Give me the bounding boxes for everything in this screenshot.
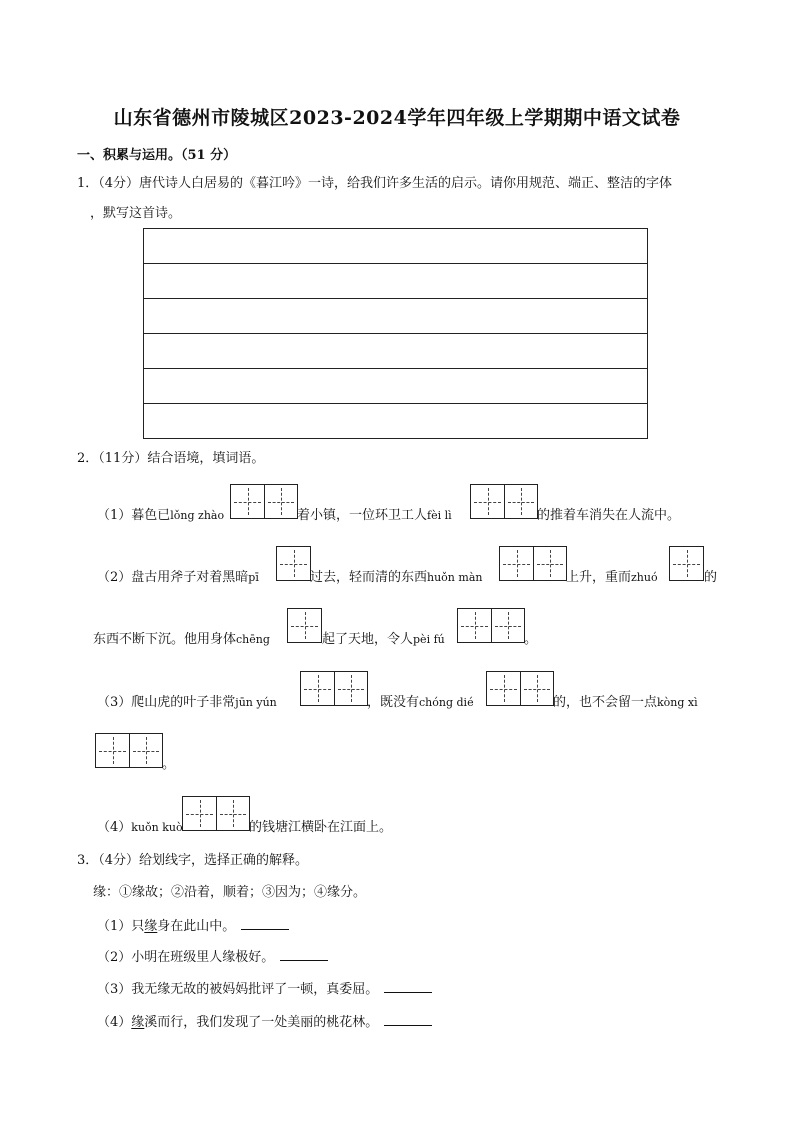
q2-part2-text-d: 的 xyxy=(704,570,718,585)
pinyin-kk: kuǒn kuò xyxy=(131,821,183,834)
q2-part3-text-a xyxy=(97,695,277,711)
writing-row[interactable] xyxy=(144,369,647,404)
tian-grid-2[interactable] xyxy=(457,608,525,643)
tian-grid-1[interactable] xyxy=(287,608,322,643)
pinyin-zhuo: zhuó xyxy=(631,571,658,584)
text-fragment: 着小镇，一位环卫工人 xyxy=(297,508,428,523)
writing-row[interactable] xyxy=(144,299,647,334)
pinyin-cd: chóng dié xyxy=(419,696,474,709)
q2-part2-text-f xyxy=(322,632,445,648)
tian-grid-2[interactable] xyxy=(499,546,567,581)
answer-blank[interactable] xyxy=(384,1013,432,1026)
text-fragment: （3）爬山虎的叶子非常 xyxy=(97,695,236,710)
tian-grid-1[interactable] xyxy=(276,546,311,581)
q2-part4-text-b: 的钱塘江横卧在江面上。 xyxy=(249,820,393,835)
text-fragment: 东西不断下沉。他用身体 xyxy=(93,632,237,647)
q2-part2-text-c xyxy=(566,570,658,586)
answer-blank[interactable] xyxy=(280,948,328,961)
text-fragment: 过去，轻而清的东西 xyxy=(310,570,428,585)
q2-part2-text-a xyxy=(97,570,259,586)
q1-text-line2: ，默写这首诗。 xyxy=(90,206,182,221)
tian-grid-2[interactable] xyxy=(182,796,250,831)
q1-text-line1: 1．（4分）唐代诗人白居易的《暮江吟》一诗，给我们许多生活的启示。请你用规范、端正、整洁的字体 xyxy=(77,176,673,191)
pinyin-lz: lǒng zhào xyxy=(170,509,225,522)
text-fragment: （4） xyxy=(97,1015,132,1030)
section-heading: 一、积累与运用。（51 分） xyxy=(77,148,237,163)
tian-grid-2[interactable] xyxy=(300,671,368,706)
q2-part3-text-b xyxy=(367,695,474,711)
q2-part3-text-c xyxy=(553,695,698,711)
text-fragment: 溪而行，我们发现了一处美丽的桃花林。 xyxy=(144,1015,379,1030)
q2-part2-text-e xyxy=(93,632,270,648)
text-fragment: （2）小明在班级里人缘极好。 xyxy=(97,950,275,965)
pinyin-kx: kòng xì xyxy=(657,696,698,709)
writing-row[interactable] xyxy=(144,264,647,299)
q2-part1-text-c: 的推着车消失在人流中。 xyxy=(537,508,681,523)
q3-options: 缘：①缘故；②沿着，顺着；③因为；④缘分。 xyxy=(93,885,367,900)
text-fragment: （1）只 xyxy=(97,919,145,934)
q2-part3-text-d: 。 xyxy=(162,757,176,772)
underlined-char: 缘 xyxy=(144,919,158,934)
q2-part2-text-g: 。 xyxy=(524,632,538,647)
tian-grid-2[interactable] xyxy=(95,733,163,768)
q2-part1-text-b xyxy=(297,508,452,524)
poem-writing-area[interactable] xyxy=(143,228,648,439)
pinyin-hm: huǒn màn xyxy=(427,571,483,584)
text-fragment: 起了天地，令人 xyxy=(322,632,414,647)
answer-blank[interactable] xyxy=(384,980,432,993)
tian-grid-2[interactable] xyxy=(230,484,298,519)
tian-grid-2[interactable] xyxy=(470,484,538,519)
q3-sentence-3 xyxy=(97,980,432,998)
char: 缘 xyxy=(157,982,171,997)
text-fragment: （2）盘古用斧子对着黑暗 xyxy=(97,570,249,585)
answer-blank[interactable] xyxy=(241,917,289,930)
text-fragment: （4） xyxy=(97,820,132,835)
tian-grid-1[interactable] xyxy=(669,546,704,581)
text-fragment: 上升，重而 xyxy=(566,570,632,585)
writing-row[interactable] xyxy=(144,334,647,369)
writing-row[interactable] xyxy=(144,229,647,264)
q2-part2-text-b xyxy=(310,570,482,586)
pinyin-jy: jūn yún xyxy=(235,696,277,709)
pinyin-pf: pèi fú xyxy=(413,633,445,646)
tian-grid-2[interactable] xyxy=(486,671,554,706)
writing-row[interactable] xyxy=(144,404,647,439)
pinyin-fl: fèi lì xyxy=(427,509,452,522)
exam-title: 山东省德州市陵城区2023-2024学年四年级上学期期中语文试卷 xyxy=(113,107,681,129)
text-fragment: （3）我无 xyxy=(97,982,158,997)
q3-sentence-1 xyxy=(97,917,289,935)
underlined-char: 缘 xyxy=(131,1015,145,1030)
text-fragment: ，既没有 xyxy=(367,695,420,710)
text-fragment: 的，也不会留一点 xyxy=(553,695,658,710)
q2-part4-text-a xyxy=(97,820,183,836)
text-fragment: （1）暮色已 xyxy=(97,508,171,523)
pinyin-pi: pī xyxy=(248,571,259,584)
q3-sentence-2 xyxy=(97,948,328,966)
text-fragment: 身在此山中。 xyxy=(157,919,236,934)
pinyin-cheng: chēng xyxy=(236,633,270,646)
q3-heading: 3．（4分）给划线字，选择正确的解释。 xyxy=(77,853,309,868)
q2-part1-text-a xyxy=(97,508,224,524)
q2-heading: 2．（11分）结合语境，填词语。 xyxy=(77,451,265,466)
q3-sentence-4 xyxy=(97,1013,432,1031)
text-fragment: 无故的被妈妈批评了一顿，真委屈。 xyxy=(170,982,379,997)
